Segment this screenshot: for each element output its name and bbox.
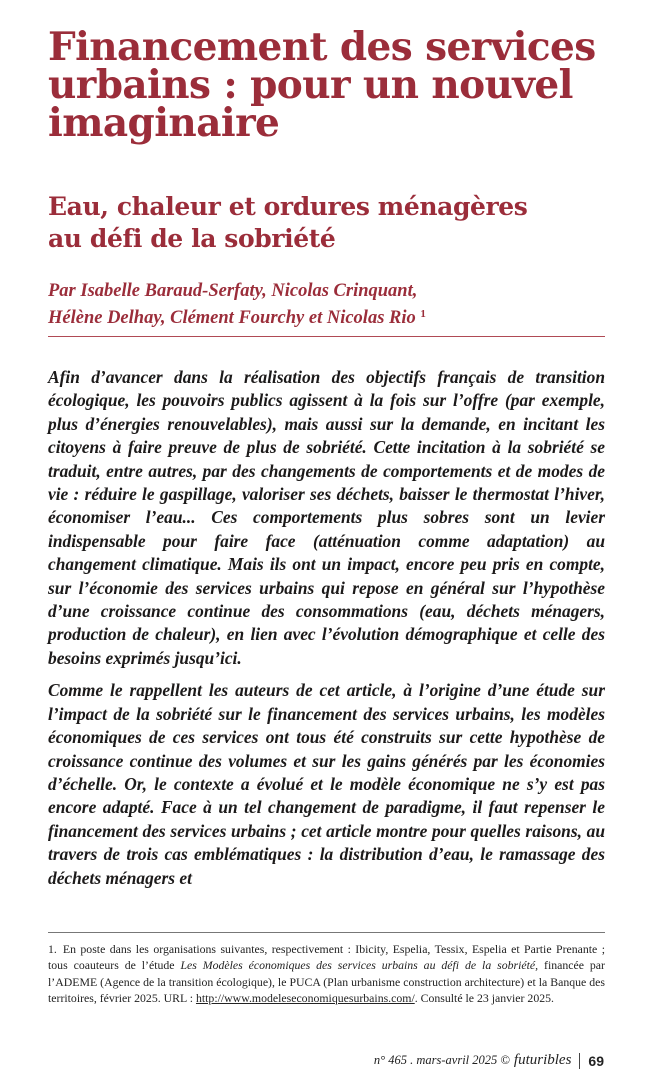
authors-line-1: Par Isabelle Baraud-Serfaty, Nicolas Crinquant, bbox=[48, 281, 418, 301]
authors-line-2: Hélène Delhay, Clément Fourchy et Nicolas Rio bbox=[48, 308, 416, 328]
journal-brand: futuribles bbox=[513, 1052, 572, 1068]
header-divider bbox=[48, 336, 605, 337]
footnote-divider bbox=[48, 932, 605, 933]
footnote bbox=[48, 941, 605, 1006]
authors-byline bbox=[48, 280, 608, 330]
abstract-paragraph-1: Afin d’avancer dans la réalisation des objectifs français de transition écologique, les pouvoirs publics agissent à la fois sur l’offre (par exemple, plus d’énergies renouvelables), mais aussi sur la demande, en incitant les citoyens à faire preuve de plus de sobriété. Cette incitation à la sobriété se traduit, entre autres, par des changements de comportements et de modes de vie : réduire le gaspillage, valoriser ses déchets, baisser le thermostat l’hiver, économiser l’eau... Ces comportements plus sobres sont un levier indispensable pour faire face (atténuation comme adaptation) au changement climatique. Mais ils ont un impact, encore peu pris en compte, sur l’économie des services urbains qui repose en général sur l’hypothèse d’une croissance continue des consommations (eau, déchets ménagers, production de chaleur), en lien avec l’évolution démographique et celle des besoins exprimés jusqu’ici. bbox=[48, 367, 605, 668]
subtitle-line-1: Eau, chaleur et ordures ménagères bbox=[48, 192, 528, 221]
footnote-number: 1. bbox=[48, 942, 57, 956]
footnote-ref[interactable]: 1 bbox=[420, 308, 426, 320]
footnote-text-2: financée par l’ADEME (Agence de la transition écologique), le PUCA (Plan urbanisme construction architecture) et la Banque des territoires, février 2025. URL : bbox=[48, 958, 605, 1005]
footnote-text-1: En poste dans les organisations suivantes, respectivement : Ibicity, Espelia, Tessix, Espelia et Partie Prenante ; tous coauteurs de l’étude bbox=[48, 942, 605, 973]
footnote-url-link[interactable]: http://www.modeleseconomiquesurbains.com/ bbox=[195, 990, 415, 1005]
abstract-paragraph-2: Comme le rappellent les auteurs de cet article, à l’origine d’une étude sur l’impact de la sobriété sur le financement des services urbains, les modèles économiques de ces services ont tous été construits sur cette hypothèse de croissance continue des volumes et sur les gains générés par les économies d’échelle. Or, le contexte a évolué et le modèle économique ne s’y est pas encore adapté. Face à un tel changement de paradigme, il faut repenser le financement des services urbains ; cet article montre pour quelles raisons, au travers de trois cas emblématiques : la distribution d’eau, le ramassage des déchets ménagers et bbox=[48, 680, 605, 888]
page-footer bbox=[374, 1052, 604, 1069]
footer-separator bbox=[579, 1053, 580, 1069]
footnote-consulted: . Consulté le 23 janvier 2025. bbox=[414, 990, 554, 1005]
article-subtitle bbox=[48, 191, 608, 255]
footnote-study-title: Les Modèles économiques des services urbains au défi de la sobriété, bbox=[180, 958, 539, 973]
subtitle-line-2: au défi de la sobriété bbox=[48, 224, 336, 253]
page-number: 69 bbox=[588, 1052, 604, 1069]
article-title: Financement des services urbains : pour un nouvel imaginaire bbox=[48, 24, 596, 146]
article-abstract bbox=[48, 366, 605, 899]
issue-info: n° 465 . mars-avril 2025 © bbox=[373, 1053, 510, 1067]
